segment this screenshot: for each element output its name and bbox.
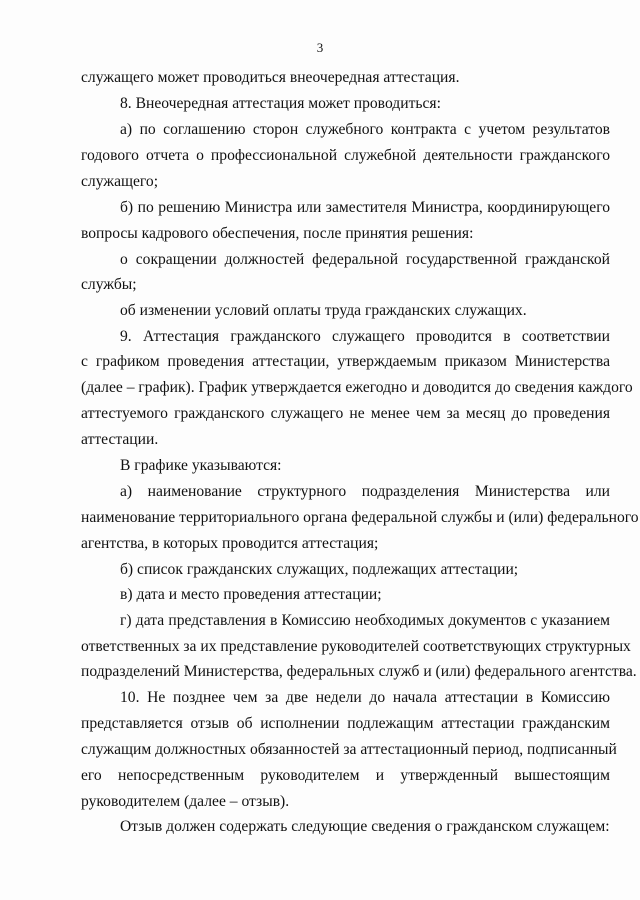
text-line: аттестации.: [81, 431, 159, 448]
text-line: служащего может проводиться внеочередная аттестация.: [81, 69, 460, 86]
text-line: ответственных за их представление руководителей соответствующих структурных: [81, 638, 631, 655]
text-line: б) по решению Министра или заместителя Министра, координирующего: [120, 199, 610, 216]
text-line: наименование территориального органа федеральной службы и (или) федерального: [81, 509, 639, 526]
text-line: 9. Аттестация гражданского служащего проводится в соответствии: [120, 328, 610, 345]
text-line: 10. Не позднее чем за две недели до начала аттестации в Комиссию: [120, 689, 610, 706]
text-line: руководителем (далее – отзыв).: [81, 793, 290, 810]
text-line: а) наименование структурного подразделения Министерства или: [120, 483, 610, 500]
text-line: о сокращении должностей федеральной государственной гражданской: [120, 251, 610, 268]
text-line: (далее – график). График утверждается ежегодно и доводится до сведения каждого: [81, 379, 633, 396]
text-line: г) дата представления в Комиссию необходимых документов с указанием: [120, 612, 610, 629]
text-line: а) по соглашению сторон служебного контракта с учетом результатов: [120, 121, 610, 138]
text-line: об изменении условий оплаты труда гражданских служащих.: [120, 302, 527, 319]
text-line: б) список гражданских служащих, подлежащих аттестации;: [120, 561, 519, 578]
text-line: его непосредственным руководителем и утвержденный вышестоящим: [81, 767, 610, 784]
text-line: вопросы кадрового обеспечения, после принятия решения:: [81, 225, 474, 242]
text-line: В графике указываются:: [120, 457, 282, 474]
text-line: агентства, в которых проводится аттестация;: [81, 535, 379, 552]
text-line: служащим должностных обязанностей за аттестационный период, подписанный: [81, 741, 617, 758]
text-line: служащего;: [81, 173, 159, 190]
page-number: 3: [316, 40, 324, 55]
text-line: 8. Внеочередная аттестация может проводиться:: [120, 95, 441, 112]
text-line: в) дата и место проведения аттестации;: [120, 586, 382, 603]
text-line: Отзыв должен содержать следующие сведения о гражданском служащем:: [120, 818, 610, 835]
text-line: подразделений Министерства, федеральных служб и (или) федерального агентства.: [81, 663, 637, 680]
text-line: годового отчета о профессиональной служебной деятельности гражданского: [81, 147, 610, 164]
text-line: аттестуемого гражданского служащего не менее чем за месяц до проведения: [81, 405, 610, 422]
text-line: с графиком проведения аттестации, утверждаемым приказом Министерства: [81, 353, 610, 370]
text-line: службы;: [81, 276, 137, 293]
text-line: представляется отзыв об исполнении подлежащим аттестации гражданским: [81, 715, 610, 732]
